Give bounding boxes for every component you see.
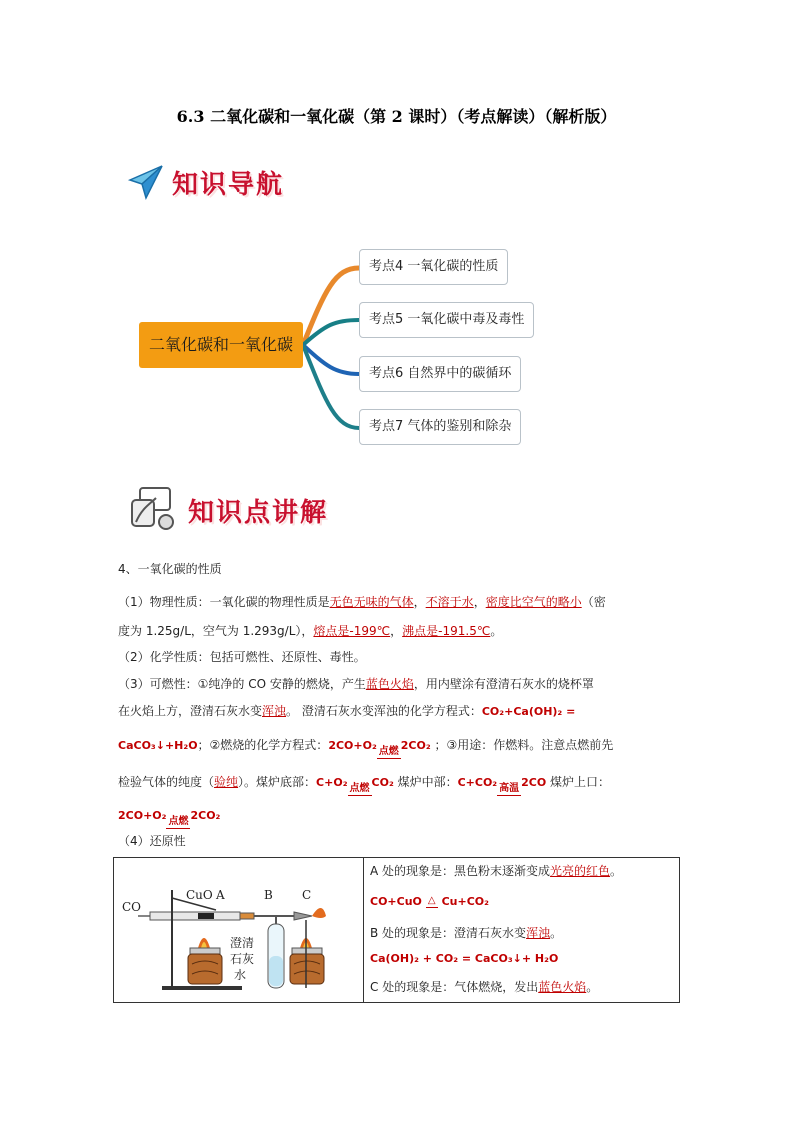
banner-explain-text: 知识点讲解 xyxy=(188,498,329,528)
connector-4 xyxy=(303,345,359,428)
label-limewater-1: 澄清 xyxy=(230,936,255,950)
paragraph-2: （2）化学性质：包括可燃性、还原性、毒性。 xyxy=(118,650,366,664)
equation-limewater: Ca(OH)₂ + CO₂ = CaCO₃↓+ H₂O xyxy=(370,952,559,965)
reduction-table xyxy=(113,857,680,1003)
banner-explain xyxy=(126,484,356,534)
mind-map-center: 二氧化碳和一氧化碳 xyxy=(139,322,303,368)
reaction-condition: 点燃 xyxy=(378,746,399,757)
label-a: A xyxy=(216,888,225,902)
branch-point-4: 考点4 一氧化碳的性质 xyxy=(359,249,508,285)
paragraph-1-line-1: （1）物理性质：一氧化碳的物理性质是无色无味的气体，不溶于水，密度比空气的略小（密 xyxy=(118,595,606,609)
table-divider xyxy=(363,858,364,1002)
observation-b: B 处的现象是：澄清石灰水变浑浊。 xyxy=(370,926,563,940)
mind-map xyxy=(130,240,560,450)
paragraph-3-line-5: 2CO+O₂ 点燃 2CO₂ xyxy=(118,809,221,827)
paper-plane-icon xyxy=(126,162,166,202)
label-limewater-2: 石灰 xyxy=(230,952,255,966)
reaction-condition: 点燃 xyxy=(349,783,370,794)
equation-cuo: CO+CuO △ Cu+CO₂ xyxy=(370,895,489,908)
branch-point-6: 考点6 自然界中的碳循环 xyxy=(359,356,521,392)
label-b: B xyxy=(264,888,273,902)
label-cuo: CuO xyxy=(186,888,213,902)
paragraph-3-line-3: CaCO₃↓+H₂O；②燃烧的化学方程式：2CO+O₂ 点燃 2CO₂ ；③用途：作燃料。注意点燃前先 xyxy=(118,738,614,757)
branch-point-7: 考点7 气体的鉴别和除杂 xyxy=(359,409,521,445)
apparatus-diagram xyxy=(116,860,360,1000)
paragraph-1-line-2: 度为 1.25g/L，空气为 1.293g/L），熔点是-199℃，沸点是-191.5℃。 xyxy=(118,624,503,638)
banner-nav xyxy=(126,160,326,204)
observation-a: A 处的现象是：黑色粉末逐渐变成光亮的红色。 xyxy=(370,864,623,878)
label-c: C xyxy=(302,888,312,902)
paragraph-3-line-2: 在火焰上方，澄清石灰水变浑浊。 澄清石灰水变浑浊的化学方程式：CO₂+Ca(OH)₂ = xyxy=(118,704,576,718)
reaction-condition: 高温 xyxy=(499,783,520,794)
paragraph-4: （4）还原性 xyxy=(118,834,186,848)
connector-1 xyxy=(303,268,359,345)
reaction-condition: 点燃 xyxy=(168,816,189,827)
banner-nav-text: 知识导航 xyxy=(172,170,285,200)
inkwell-quill-icon xyxy=(126,484,176,532)
paragraph-3-line-1: （3）可燃性：①纯净的 CO 安静的燃烧，产生蓝色火焰，用内壁涂有澄清石灰水的烧杯罩 xyxy=(118,677,594,691)
reaction-condition: △ xyxy=(427,895,436,906)
paragraph-3-line-4: 检验气体的纯度（验纯）。煤炉底部：C+O₂ 点燃 CO₂ 煤炉中部：C+CO₂ 高温 2CO 煤炉上口： xyxy=(118,775,611,794)
page-title: 6.3 二氧化碳和一氧化碳（第 2 课时）（考点解读）（解析版） xyxy=(176,107,617,126)
observation-c: C 处的现象是：气体燃烧，发出蓝色火焰。 xyxy=(370,980,599,994)
section-heading: 4、一氧化碳的性质 xyxy=(118,562,222,576)
section-content xyxy=(118,556,683,856)
label-limewater-3: 水 xyxy=(234,968,247,982)
branch-point-5: 考点5 一氧化碳中毒及毒性 xyxy=(359,302,534,338)
label-co: CO xyxy=(122,900,142,914)
